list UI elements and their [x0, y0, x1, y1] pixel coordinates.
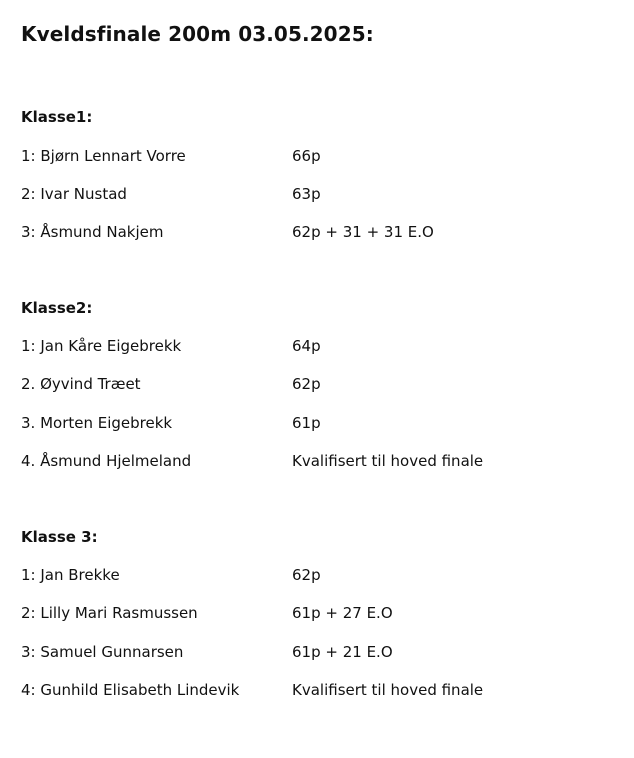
athlete-name: 1: Jan Brekke	[21, 566, 120, 584]
athlete-name: 4. Åsmund Hjelmeland	[21, 452, 192, 470]
athlete-score: 61p + 21 E.O	[292, 643, 393, 661]
class-heading-3: Klasse 3:	[21, 528, 98, 546]
athlete-score: 66p	[292, 147, 321, 165]
athlete-name: 3. Morten Eigebrekk	[21, 414, 173, 432]
athlete-score: 63p	[292, 185, 321, 203]
class-heading-1: Klasse1:	[21, 108, 93, 126]
result-row	[21, 681, 621, 703]
athlete-score: 61p + 27 E.O	[292, 604, 393, 622]
athlete-score: 64p	[292, 337, 321, 355]
athlete-score: 62p + 31 + 31 E.O	[292, 223, 434, 241]
athlete-name: 3: Samuel Gunnarsen	[21, 643, 184, 661]
result-row	[21, 375, 621, 397]
result-row	[21, 452, 621, 474]
athlete-name: 2: Lilly Mari Rasmussen	[21, 604, 198, 622]
athlete-score: Kvalifisert til hoved finale	[292, 452, 484, 470]
result-row	[21, 185, 621, 207]
class-heading-2: Klasse2:	[21, 299, 93, 317]
athlete-score: Kvalifisert til hoved finale	[292, 681, 484, 699]
result-row	[21, 604, 621, 626]
athlete-name: 2. Øyvind Træet	[21, 375, 141, 393]
athlete-name: 2: Ivar Nustad	[21, 185, 127, 203]
athlete-score: 61p	[292, 414, 321, 432]
athlete-name: 1: Jan Kåre Eigebrekk	[21, 337, 182, 355]
result-row	[21, 566, 621, 588]
result-row	[21, 643, 621, 665]
athlete-score: 62p	[292, 566, 321, 584]
result-row	[21, 223, 621, 245]
result-row	[21, 414, 621, 436]
athlete-name: 4: Gunhild Elisabeth Lindevik	[21, 681, 240, 699]
page-title: Kveldsfinale 200m 03.05.2025:	[21, 22, 374, 46]
athlete-name: 3: Åsmund Nakjem	[21, 223, 164, 241]
result-row	[21, 337, 621, 359]
result-row	[21, 147, 621, 169]
athlete-score: 62p	[292, 375, 321, 393]
athlete-name: 1: Bjørn Lennart Vorre	[21, 147, 186, 165]
